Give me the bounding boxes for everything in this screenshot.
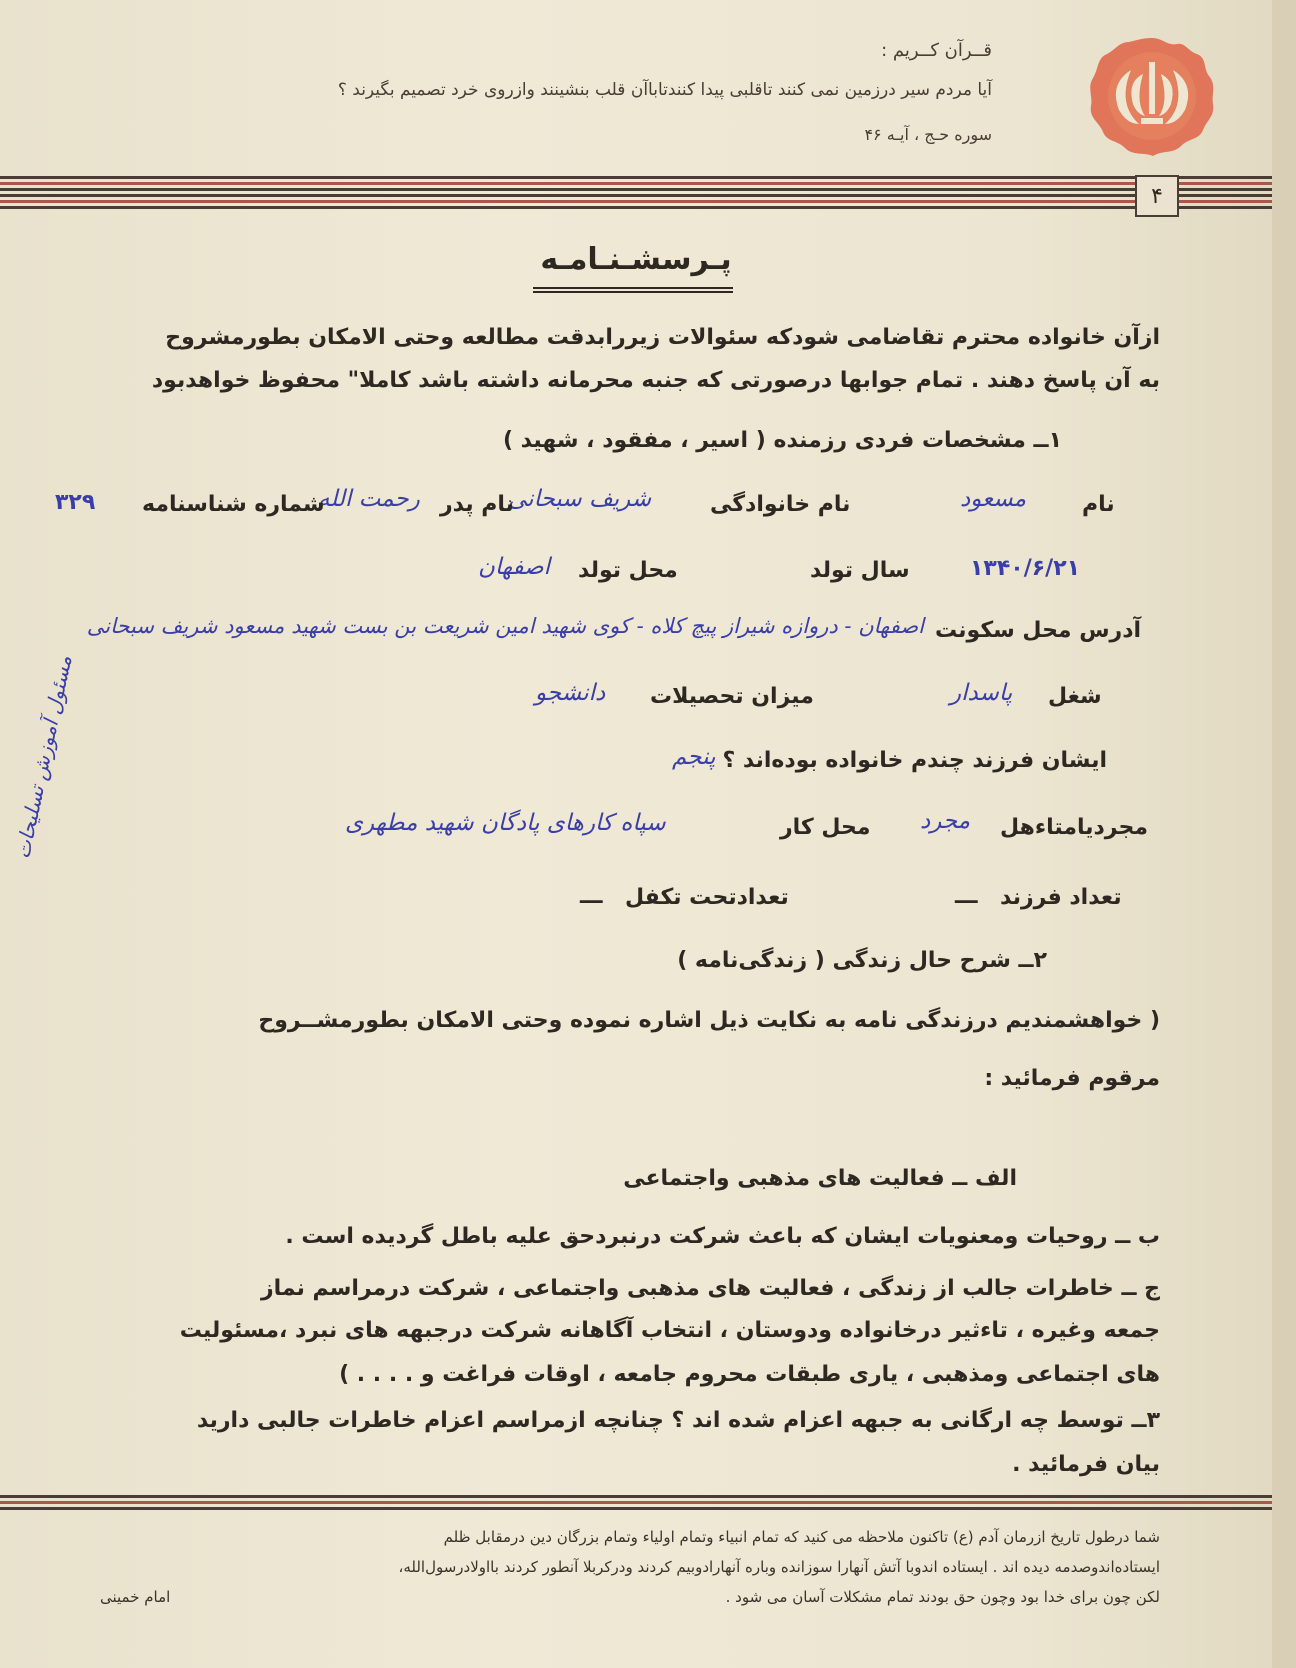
birth-year-value: ۱۳۴۰/۶/۲۱ <box>970 556 1081 581</box>
birth-place-label: محل تولد <box>578 558 678 583</box>
father-value: رحمت الله <box>318 486 420 512</box>
emblem-logo <box>1085 34 1220 159</box>
page-title: پـرسشـنـامـه <box>540 242 732 277</box>
children-value: ـــ <box>955 884 978 909</box>
section-3-line-1: ۳ــ توسط چه ارگانی به جبهه اعزام شده اند ؟ چنانچه ازمراسم اعزام خاطرات جالبی دارید <box>196 1408 1160 1433</box>
section-1-heading: ۱ــ مشخصات فردی رزمنده ( اسیر ، مفقود ، شهید ) <box>502 428 1062 453</box>
birth-year-label: سال تولد <box>810 558 910 583</box>
item-a: الف ــ فعالیت های مذهبی واجتماعی <box>623 1166 1017 1191</box>
birth-place-value: اصفهان <box>478 554 551 580</box>
item-c-line-3: های اجتماعی ومذهبی ، یاری طبقات محروم جامعه ، اوقات فراغت و . . . . ) <box>339 1362 1160 1387</box>
page-number: ۴ <box>1151 183 1163 209</box>
quran-verse: آیا مردم سیر درزمین نمی کنند تاقلبی پیدا کنندتاباآن قلب بنشینند وازروی خرد تصمیم بگیرند ؟ <box>337 80 992 100</box>
quran-title: قــرآن کــریم : <box>881 40 992 61</box>
footer-quote-line-1: شما درطول تاریخ ازرمان آدم (ع) تاکنون ملاحظه می کنید که تمام انبیاء وتمام اولیاء وتمام بزرگان دین درمقابل ظلم <box>443 1528 1160 1546</box>
verse-reference: سوره حـج ، آیـه ۴۶ <box>864 125 992 144</box>
family-value: شریف سبحانی <box>508 486 652 512</box>
name-label: نام <box>1082 492 1115 517</box>
footer-signature: امام خمینی <box>100 1588 171 1606</box>
child-order-value: پنجم <box>672 744 716 770</box>
job-label: شغل <box>1048 684 1102 709</box>
section-2-instruction-1: ( خواهشمندیم درزندگی نامه به نکایت ذیل اشاره نموده وحتی الامکان بطورمشــروح <box>258 1008 1160 1033</box>
page-number-box <box>1135 175 1179 217</box>
id-value: ۳۲۹ <box>55 490 96 515</box>
workplace-value: سپاه کارهای پادگان شهید مطهری <box>345 810 666 836</box>
education-label: میزان تحصیلات <box>650 684 814 709</box>
name-value: مسعود <box>960 486 1027 512</box>
header-divider <box>0 172 1272 218</box>
section-3-line-2: بیان فرمائید . <box>1012 1452 1160 1477</box>
item-b: ب ــ روحیات ومعنویات ایشان که باعث شرکت درنبردحق علیه باطل گردیده است . <box>285 1224 1160 1249</box>
title-underline <box>533 286 733 294</box>
intro-line-2: به آن پاسخ دهند . تمام جوابها درصورتی که جنبه محرمانه داشته باشد کاملا" محفوظ خواهدبود <box>151 368 1160 393</box>
job-value: پاسدار <box>950 680 1013 706</box>
address-label: آدرس محل سکونت <box>935 618 1142 643</box>
id-label: شماره شناسنامه <box>142 492 325 517</box>
dependents-label: تعدادتحت تکفل <box>625 885 789 910</box>
section-2-instruction-2: مرقوم فرمائید : <box>984 1066 1160 1091</box>
margin-note: مسئول آموزش تسلیحات <box>10 653 77 861</box>
item-c-line-1: ج ــ خاطرات جالب از زندگی ، فعالیت های مذهبی واجتماعی ، شرکت درمراسم نماز <box>260 1276 1160 1301</box>
marital-label: مجردیامتاءهل <box>1000 815 1148 840</box>
section-2-heading: ۲ــ شرح حال زندگی ( زندگی‌نامه ) <box>677 948 1047 973</box>
workplace-label: محل کار <box>780 815 871 840</box>
family-label: نام خانوادگی <box>710 492 851 517</box>
education-value: دانشجو <box>535 680 606 706</box>
footer-quote-line-3: لکن چون برای خدا بود وچون حق بودند تمام مشکلات آسان می شود . <box>725 1588 1160 1606</box>
children-label: تعداد فرزند <box>1000 885 1122 910</box>
address-value: اصفهان - دروازه شیراز پیچ کلاه - کوی شهید امین شریعت بن بست شهید مسعود شریف سبحانی <box>86 614 924 638</box>
father-label: نام پدر <box>440 492 514 517</box>
footer-divider <box>0 1492 1272 1516</box>
intro-line-1: ازآن خانواده محترم تقاضامی شودکه سئوالات زیررابدقت مطالعه وحتی الامکان بطورمشروح <box>165 325 1160 350</box>
footer-quote-line-2: ایستاده‌اندوصدمه دیده اند . ایستاده اندوبا آتش آنهارا سوزانده وباره آنهارادوبیم کردند ودرکربلا آنطور کردند بااولادرسول‌الله، <box>398 1558 1160 1576</box>
dependents-value: ـــ <box>580 884 603 909</box>
item-c-line-2: جمعه وغیره ، تاءثیر درخانواده ودوستان ، انتخاب آگاهانه شرکت درجبهه های نبرد ،مسئولیت <box>179 1318 1160 1343</box>
child-order-label: ایشان فرزند چندم خانواده بوده‌اند ؟ <box>722 748 1107 773</box>
marital-value: مجرد <box>920 808 971 834</box>
